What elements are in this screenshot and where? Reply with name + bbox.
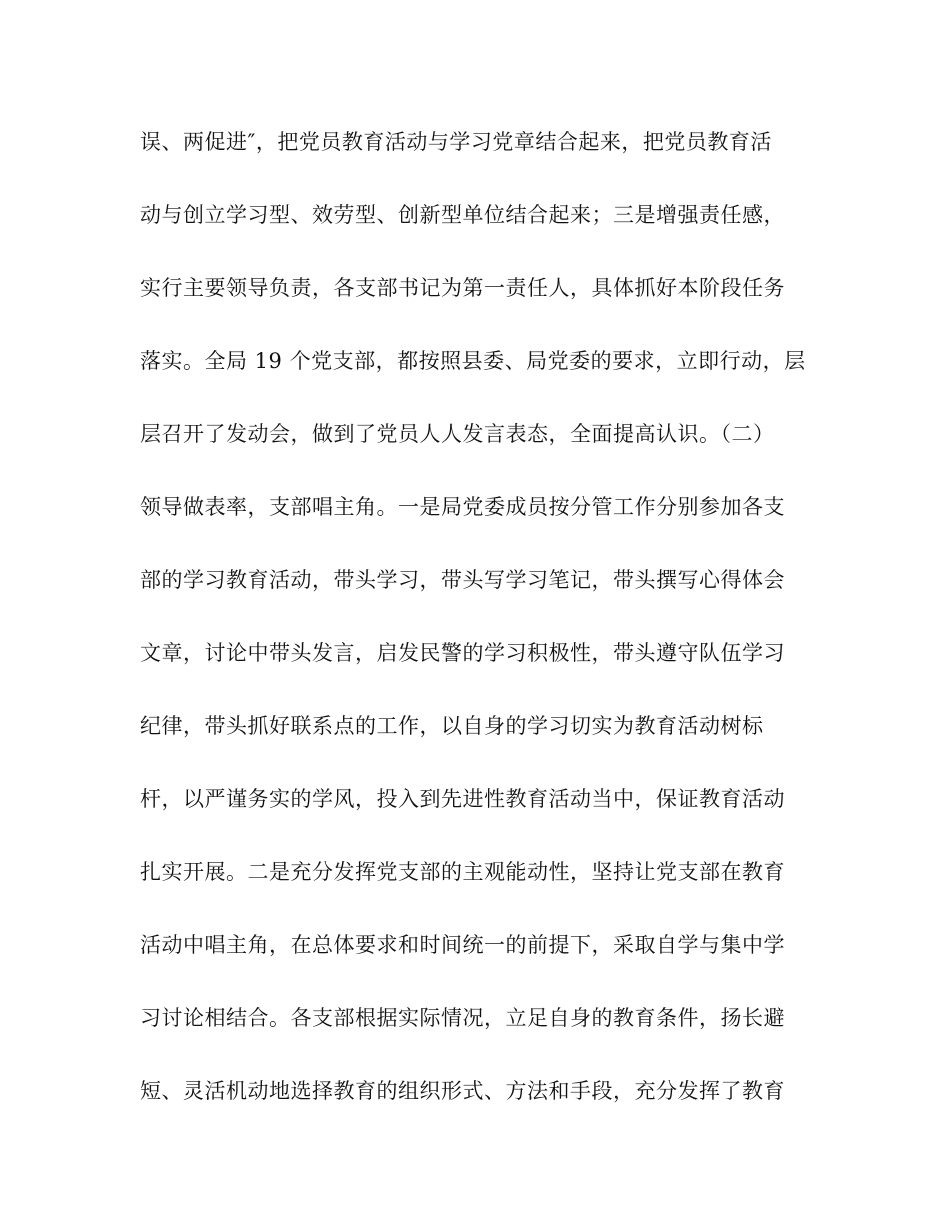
text-line-6: 领导做表率，支部唱主角。一是局党委成员按分管工作分别参加各支	[140, 495, 785, 519]
text-line-7: 部的学习教育活动，带头学习，带头写学习笔记，带头撰写心得体会	[140, 568, 785, 592]
text-line-11: 扎实开展。二是充分发挥党支部的主观能动性，坚持让党支部在教育	[140, 860, 785, 884]
text-line-2: 动与创立学习型、效劳型、创新型单位结合起来；三是增强责任感，	[140, 203, 785, 227]
text-line-1: 误、两促进″，把党员教育活动与学习党章结合起来，把党员教育活	[140, 130, 772, 154]
text-line-10: 杆，以严谨务实的学风，投入到先进性教育活动当中，保证教育活动	[140, 787, 785, 811]
text-line-8: 文章，讨论中带头发言，启发民警的学习积极性，带头遵守队伍学习	[140, 641, 785, 665]
text-line-14: 短、灵活机动地选择教育的组织形式、方法和手段，充分发挥了教育	[140, 1079, 785, 1103]
text-line-3: 实行主要领导负责，各支部书记为第一责任人，具体抓好本阶段任务	[140, 276, 785, 300]
text-line-4: 落实。全局 19 个党支部，都按照县委、局党委的要求，立即行动，层	[140, 349, 806, 373]
text-line-5: 层召开了发动会，做到了党员人人发言表态，全面提高认识。（二）	[140, 422, 775, 446]
body-text	[140, 116, 810, 1138]
text-line-13: 习讨论相结合。各支部根据实际情况，立足自身的教育条件，扬长避	[140, 1006, 785, 1030]
text-line-9: 纪律，带头抓好联系点的工作，以自身的学习切实为教育活动树标	[140, 714, 764, 738]
text-line-12: 活动中唱主角，在总体要求和时间统一的前提下，采取自学与集中学	[140, 933, 785, 957]
